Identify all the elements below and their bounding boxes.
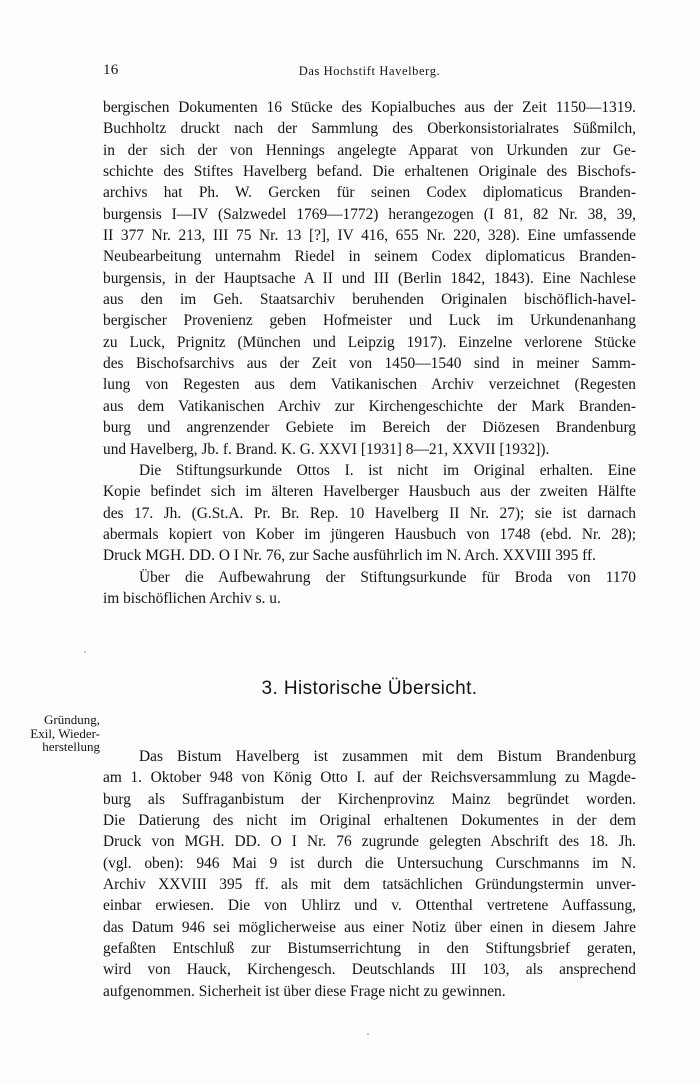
text-line: Kopie befindet sich im älteren Havelberger Hausbuch aus der zweiten Hälfte	[103, 483, 636, 501]
page-number: 16	[103, 62, 119, 78]
text-line: burgensis, in der Hauptsache A II und III (Berlin 1842, 1843). Eine Nachlese	[103, 269, 636, 287]
text-line: bergischer Provenienz geben Hofmeister und Luck im Urkundenanhang	[103, 312, 636, 330]
text-line: Druck MGH. DD. O I Nr. 76, zur Sache ausführlich im N. Arch. XXVIII 395 ff.	[103, 547, 596, 565]
text-block-upper	[103, 97, 636, 609]
text-line: Archiv XXVIII 395 ff. als mit dem tatsächlichen Gründungstermin unver-	[103, 876, 636, 894]
text-line: Die Datierung des nicht im Original erhaltenen Dokumentes in der dem	[103, 812, 636, 830]
text-line: Buchholtz druckt nach der Sammlung des Oberkonsistorialrates Süßmilch,	[103, 120, 636, 138]
text-line: archivs hat Ph. W. Gercken für seinen Codex diplomaticus Branden-	[103, 184, 636, 202]
text-line: am 1. Oktober 948 von König Otto I. auf der Reichsversammlung zu Magde-	[103, 769, 636, 787]
text-line: das Datum 946 sei möglicherweise aus einer Notiz über einen in diesem Jahre	[103, 918, 636, 936]
text-line: II 377 Nr. 213, III 75 Nr. 13 [?], IV 416, 655 Nr. 220, 328). Eine umfassende	[103, 227, 636, 245]
margin-note-line: Gründung,	[44, 712, 100, 727]
paragraph-stiftungsurkunde	[103, 460, 636, 567]
paragraph-broda	[103, 567, 636, 610]
running-title: Das Hochstift Havelberg.	[298, 64, 441, 78]
text-line: in der sich der von Hennings angelegte Apparat von Urkunden zur Ge-	[103, 141, 636, 159]
section-body	[103, 746, 636, 1002]
text-line: Neubearbeitung unternahm Riedel in seinem Codex diplomaticus Branden-	[103, 248, 636, 266]
text-line: zu Luck, Prignitz (München und Leipzig 1917). Einzelne verlorene Stücke	[103, 333, 636, 351]
text-line: im bischöflichen Archiv s. u.	[103, 589, 281, 607]
scan-speck	[367, 1033, 369, 1035]
text-line: aufgenommen. Sicherheit ist über diese Frage nicht zu gewinnen.	[103, 982, 506, 1000]
text-line: aus dem Vatikanischen Archiv zur Kirchengeschichte der Mark Branden-	[103, 397, 636, 415]
text-line: Das Bistum Havelberg ist zusammen mit dem Bistum Brandenburg	[139, 748, 636, 765]
text-line: burg als Suffraganbistum der Kirchenprovinz Mainz begründet worden.	[103, 790, 636, 808]
text-line: lung von Regesten aus dem Vatikanischen Archiv verzeichnet (Regesten	[103, 376, 636, 394]
text-line: schichte des Stiftes Havelberg befand. Die erhaltenen Originale des Bischofs-	[103, 163, 636, 181]
text-line: und Havelberg, Jb. f. Brand. K. G. XXVI [1931] 8—21, XXVII [1932]).	[103, 440, 550, 458]
margin-note	[4, 713, 100, 754]
text-line: Über die Aufbewahrung der Stiftungsurkunde für Broda von 1170	[139, 568, 636, 586]
text-line: (vgl. oben): 946 Mai 9 ist durch die Untersuchung Curschmanns im N.	[103, 854, 636, 872]
text-line: des 17. Jh. (G.St.A. Pr. Br. Rep. 10 Havelberg II Nr. 27); sie ist darnach	[103, 504, 636, 522]
text-line: abermals kopiert von Kober im jüngeren Hausbuch von 1748 (ebd. Nr. 28);	[103, 525, 636, 543]
text-line: des Bischofsarchivs aus der Zeit von 1450—1540 sind in meiner Samm-	[103, 355, 636, 373]
text-line: Druck von MGH. DD. O I Nr. 76 zugrunde gelegten Abschrift des 18. Jh.	[103, 833, 636, 851]
text-line: aus den im Geh. Staatsarchiv beruhenden Originalen bischöflich-havel-	[103, 291, 636, 309]
text-line: Die Stiftungsurkunde Ottos I. ist nicht im Original erhalten. Eine	[139, 461, 636, 479]
paragraph-continuation	[103, 97, 636, 460]
text-line: wird von Hauck, Kirchengesch. Deutschlands III 103, als ansprechend	[103, 961, 636, 979]
text-line: einbar erwiesen. Die von Uhlirz und v. Ottenthal vertretene Auffassung,	[103, 897, 636, 915]
section-heading: 3. Historische Übersicht.	[261, 678, 478, 699]
text-line: burgensis I—IV (Salzwedel 1769—1772) herangezogen (I 81, 82 Nr. 38, 39,	[103, 205, 636, 223]
text-line: burg und angrenzender Gebiete im Bereich der Diözesen Brandenburg	[103, 419, 636, 437]
margin-note-line: Exil, Wieder-	[30, 725, 100, 741]
text-line: gefaßten Entschluß zur Bistumserrichtung in den Stiftungsbrief geraten,	[103, 940, 636, 958]
scan-speck	[84, 651, 86, 653]
page-header	[103, 62, 636, 82]
margin-note-line: herstellung	[42, 739, 100, 754]
text-line: bergischen Dokumenten 16 Stücke des Kopialbuches aus der Zeit 1150—1319.	[103, 99, 636, 116]
